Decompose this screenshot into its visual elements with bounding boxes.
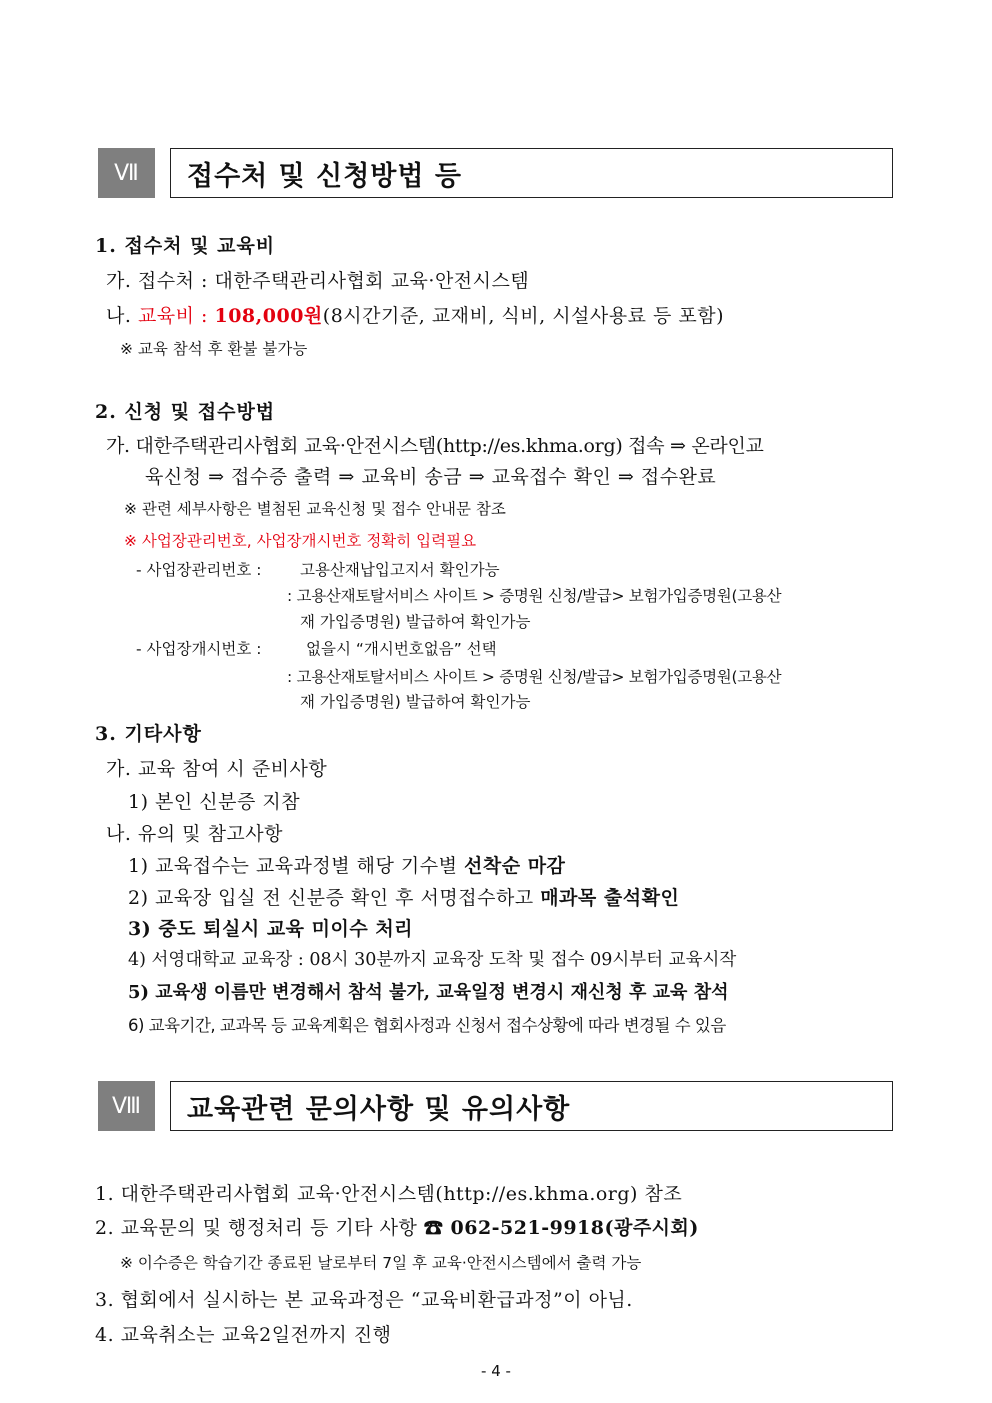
s2-open-line2: : 고용산재토탈서비스 사이트 > 증명원 신청/발급> 보험가입증명원(고용산 bbox=[287, 668, 782, 686]
page-number: - 4 - bbox=[481, 1362, 511, 1380]
section-8-title-box bbox=[170, 1081, 893, 1131]
s3-ga: 가. 교육 참여 시 준비사항 bbox=[106, 758, 328, 780]
s3-ga-item1: 1) 본인 신분증 지참 bbox=[128, 791, 301, 813]
s1-heading: 1. 접수처 및 교육비 bbox=[95, 235, 276, 257]
s2-open-line3: 재 가입증명원) 발급하여 확인가능 bbox=[300, 693, 531, 711]
s1-fee-label: 교육비 : bbox=[137, 305, 215, 327]
s3-item2-bold: 매과목 출석확인 bbox=[540, 887, 680, 909]
s2-ga-line1: 가. 대한주택관리사협회 교육·안전시스템(http://es.khma.org) 접속 ⇒ 온라인교 bbox=[106, 435, 764, 457]
section-7-header bbox=[98, 148, 893, 198]
s2-mgmt-line1: 고용산재납입고지서 확인가능 bbox=[300, 561, 500, 579]
s2-mgmt-line2: : 고용산재토탈서비스 사이트 > 증명원 신청/발급> 보험가입증명원(고용산 bbox=[287, 587, 782, 605]
s1-na bbox=[106, 301, 724, 328]
s1-ga: 가. 접수처 : 대한주택관리사협회 교육·안전시스템 bbox=[106, 270, 530, 292]
s2-note2: ※ 사업장관리번호, 사업장개시번호 정확히 입력필요 bbox=[124, 532, 477, 550]
s8-item2 bbox=[95, 1213, 699, 1240]
s3-item6: 6) 교육기간, 교과목 등 교육계획은 협회사정과 신청서 접수상황에 따라 변경될 수 있음 bbox=[128, 1016, 726, 1035]
section-8-title: 교육관련 문의사항 및 유의사항 bbox=[187, 1093, 571, 1125]
s8-item4: 4. 교육취소는 교육2일전까지 진행 bbox=[95, 1324, 392, 1346]
s1-na-prefix: 나. bbox=[106, 305, 138, 327]
s8-item1: 1. 대한주택관리사협회 교육·안전시스템(http://es.khma.org) 참조 bbox=[95, 1183, 683, 1205]
s3-item5 bbox=[128, 978, 729, 1004]
s3-item5-bold: 5) 교육생 이름만 변경해서 참석 불가, 교육일정 변경시 재신청 후 교육 참석 bbox=[128, 982, 729, 1003]
s2-open-label: - 사업장개시번호 : bbox=[136, 640, 262, 658]
section-7-title-box bbox=[170, 148, 893, 198]
section-8-number: Ⅷ bbox=[98, 1081, 155, 1131]
section-7-title: 접수처 및 신청방법 등 bbox=[187, 160, 462, 192]
s2-mgmt-line3: 재 가입증명원) 발급하여 확인가능 bbox=[300, 613, 531, 631]
phone-icon: ☎ bbox=[423, 1217, 444, 1239]
s3-na: 나. 유의 및 참고사항 bbox=[106, 823, 283, 845]
s2-open-line1: 없을시 “개시번호없음” 선택 bbox=[306, 640, 497, 658]
s3-item3 bbox=[128, 914, 413, 941]
s3-item3-bold: 3) 중도 퇴실시 교육 미이수 처리 bbox=[128, 918, 414, 940]
s1-note: ※ 교육 참석 후 환불 불가능 bbox=[120, 340, 308, 358]
s3-item4: 4) 서영대학교 교육장 : 08시 30분까지 교육장 도착 및 접수 09시부터 교육시작 bbox=[128, 950, 737, 970]
s3-item1 bbox=[128, 851, 565, 878]
s3-item2-text: 2) 교육장 입실 전 신분증 확인 후 서명접수하고 bbox=[128, 887, 541, 909]
section-8-header bbox=[98, 1081, 893, 1131]
s2-ga-line2: 육신청 ⇒ 접수증 출력 ⇒ 교육비 송금 ⇒ 교육접수 확인 ⇒ 접수완료 bbox=[145, 466, 717, 488]
s2-heading: 2. 신청 및 접수방법 bbox=[95, 401, 276, 423]
section-7-number: Ⅶ bbox=[98, 148, 155, 198]
s8-item2-phone: 062-521-9918(광주시회) bbox=[443, 1217, 699, 1239]
s3-item1-bold: 선착순 마감 bbox=[464, 855, 566, 877]
s1-fee-detail: (8시간기준, 교재비, 식비, 시설사용료 등 포함) bbox=[322, 305, 725, 327]
s1-fee-amount: 108,000원 bbox=[214, 305, 323, 327]
s2-note1: ※ 관련 세부사항은 별첨된 교육신청 및 접수 안내문 참조 bbox=[124, 500, 506, 518]
s3-heading: 3. 기타사항 bbox=[95, 723, 202, 745]
s3-item1-text: 1) 교육접수는 교육과정별 해당 기수별 bbox=[128, 855, 465, 877]
s8-item3: 3. 협회에서 실시하는 본 교육과정은 “교육비환급과정”이 아님. bbox=[95, 1289, 633, 1311]
s8-item2-text: 2. 교육문의 및 행정처리 등 기타 사항 bbox=[95, 1217, 424, 1239]
s2-mgmt-label: - 사업장관리번호 : bbox=[136, 561, 262, 579]
s3-item2 bbox=[128, 883, 679, 910]
s8-note: ※ 이수증은 학습기간 종료된 날로부터 7일 후 교육·안전시스템에서 출력 가능 bbox=[120, 1254, 642, 1272]
